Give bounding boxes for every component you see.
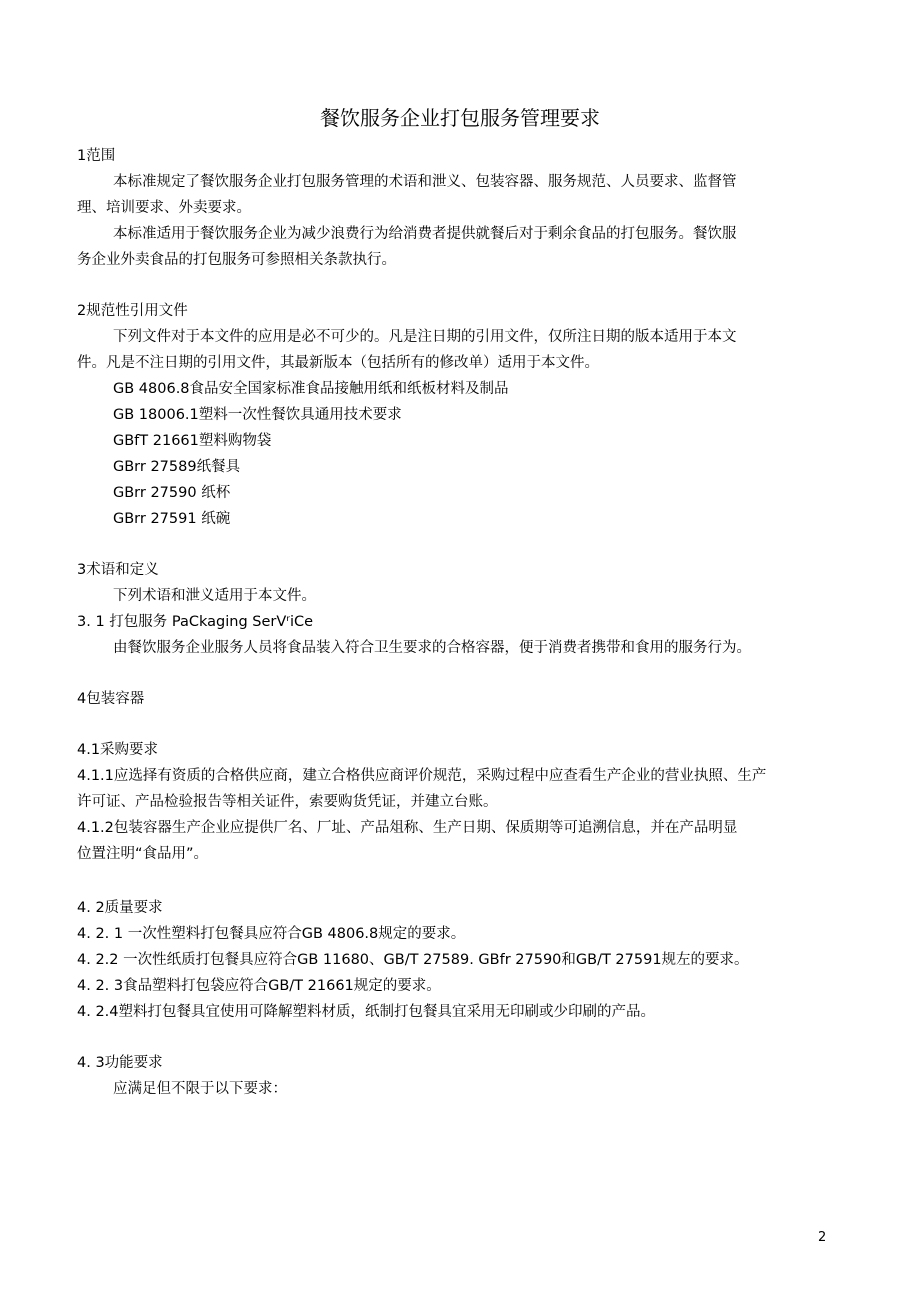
reference-item: GBfT 21661塑料购物袋 [113,433,272,449]
section-heading-containers: 4包装容器 [77,691,145,707]
clause-4-2-1: 4. 2. 1 一次性塑料打包餐具应符合GB 4806.8规定的要求。 [77,926,466,942]
subsection-heading-quality: 4. 2质量要求 [77,900,163,916]
function-intro: 应满足但不限于以下要求： [113,1081,287,1097]
term-3-1-definition: 由餐饮服务企业服务人员将食品装入符合卫生要求的合格容器，便于消费者携带和食用的服务行为。 [113,640,751,656]
reference-item: GBrr 27589纸餐具 [113,459,241,475]
clause-4-1-1-line-1: 4.1.1应选择有资质的合格供应商，建立合格供应商评价规范，采购过程中应查看生产企业的营业执照、生产 [77,768,767,784]
terms-intro: 下列术语和泄义适用于本文件。 [113,588,316,604]
page-number: 2 [818,1230,827,1245]
term-3-1: 3. 1 打包服务 PaCkaging SerVʳiCe [77,614,314,630]
section-heading-references: 2规范性引用文件 [77,303,188,319]
section-heading-scope: 1范围 [77,148,116,164]
subsection-heading-function: 4. 3功能要求 [77,1055,163,1071]
clause-4-2-4: 4. 2.4塑料打包餐具宜使用可降解塑料材质，纸制打包餐具宜采用无印刷或少印刷的产品。 [77,1004,655,1020]
scope-paragraph-2-line-1: 本标准适用于餐饮服务企业为减少浪费行为给消费者提供就餐后对于剩余食品的打包服务。餐饮服 [113,226,737,242]
reference-item: GB 18006.1塑料一次性餐饮具通用技术要求 [113,407,402,423]
document-title: 餐饮服务企业打包服务管理要求 [320,106,600,130]
clause-4-1-2-line-1: 4.1.2包装容器生产企业应提供厂名、厂址、产品俎称、生产日期、保质期等可追溯信息，并在产品明显 [77,820,738,836]
reference-item: GB 4806.8食品安全国家标准食品接触用纸和纸板材料及制品 [113,381,509,397]
clause-4-2-3: 4. 2. 3食品塑料打包袋应符合GB/T 21661规定的要求。 [77,978,441,994]
clause-4-1-2-line-2: 位置注明“食品用”。 [77,846,209,862]
references-paragraph-line-2: 件。凡是不注日期的引用文件，其最新版本（包括所有的修改单）适用于本文件。 [77,355,599,371]
reference-item: GBrr 27590 纸杯 [113,485,231,501]
scope-paragraph-2-line-2: 务企业外卖食品的打包服务可参照相关条款执行。 [77,252,396,268]
scope-paragraph-1-line-2: 理、培训要求、外卖要求。 [77,200,251,216]
subsection-heading-purchase: 4.1采购要求 [77,742,159,758]
section-heading-terms: 3术语和定义 [77,562,159,578]
references-paragraph-line-1: 下列文件对于本文件的应用是必不可少的。凡是注日期的引用文件，仅所注日期的版本适用于本文 [113,329,737,345]
clause-4-1-1-line-2: 许可证、产品检验报告等相关证件，索要购货凭证，并建立台账。 [77,794,498,810]
reference-item: GBrr 27591 纸碗 [113,511,231,527]
clause-4-2-2: 4. 2.2 一次性纸质打包餐具应符合GB 11680、GB/T 27589. GBfr 27590和GB/T 27591规左的要求。 [77,952,749,968]
scope-paragraph-1-line-1: 本标准规定了餐饮服务企业打包服务管理的术语和泄义、包装容器、服务规范、人员要求、监督管 [113,174,737,190]
